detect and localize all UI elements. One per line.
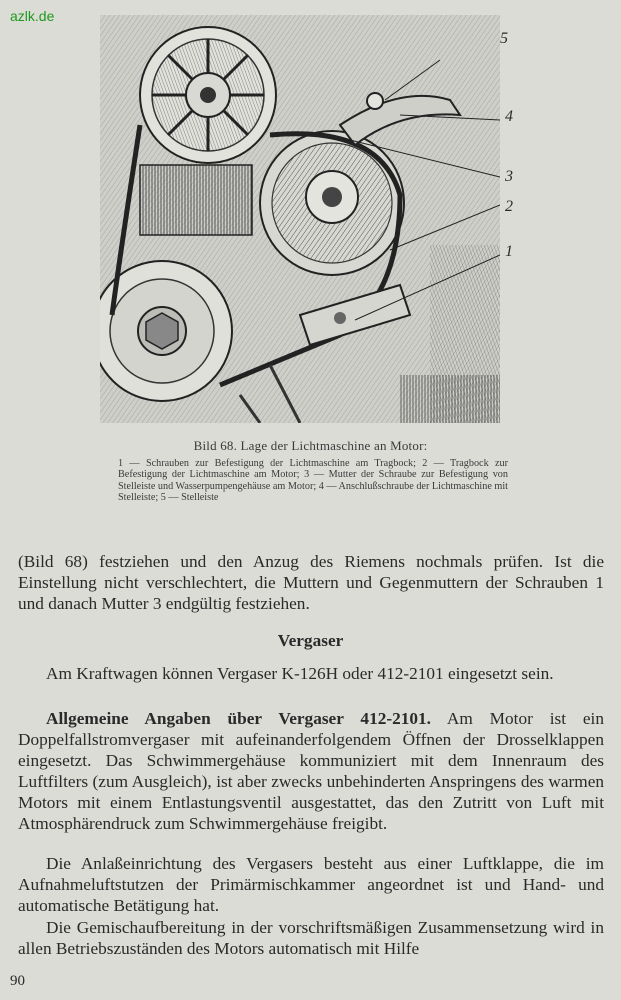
paragraph-2: Am Kraftwagen können Vergaser K-126H oder 412-2101 eingesetzt sein. bbox=[46, 664, 554, 683]
callout-2: 2 bbox=[505, 198, 513, 215]
paragraph-3 bbox=[18, 708, 604, 834]
callout-5: 5 bbox=[500, 30, 508, 47]
paragraph-3-body: Am Motor ist ein Doppelfallstromvergaser mit aufeinanderfolgendem Öffnen der Drosselklappen eingesetzt. Das Schwimmergehäuse kommuniziert mit dem Innenraum des Luftfilters (zum Ausgleich), ist aber zwecks unbehinderten Anspringens des warmen Motors mit einem Entlastungsventil ausgestattet, das den Zutritt von Luft mit Atmosphärendruck zum Schwimmergehäuse freigibt. bbox=[18, 709, 604, 833]
callout-1: 1 bbox=[505, 243, 513, 260]
paragraph-1: (Bild 68) festziehen und den Anzug des Riemens nochmals prüfen. Ist die Einstellung nicht verschlechtert, die Muttern und Gegenmuttern der Schrauben 1 und danach Mutter 3 endgültig festziehen. bbox=[18, 552, 604, 613]
section-heading: Vergaser bbox=[277, 631, 344, 650]
engine-illustration bbox=[100, 15, 500, 423]
watermark: azlk.de bbox=[10, 8, 55, 24]
page-number: 90 bbox=[10, 973, 25, 989]
figure-caption-title: Bild 68. Lage der Lichtmaschine an Motor: bbox=[193, 438, 428, 453]
paragraph-4: Die Anlaßeinrichtung des Vergasers besteht aus einer Luftklappe, die im Aufnahmeluftstutzen der Primärmischkammer angeordnet ist und Hand- und automatische Betätigung hat. bbox=[18, 854, 604, 915]
paragraph-5: Die Gemischaufbereitung in der vorschriftsmäßigen Zusammensetzung wird in allen Betriebszuständen des Motors automatisch mit Hilfe bbox=[18, 918, 604, 958]
callout-3: 3 bbox=[505, 168, 513, 185]
crankshaft-pulley bbox=[100, 261, 232, 401]
fan-pulley bbox=[140, 27, 276, 163]
generator bbox=[260, 131, 404, 275]
figure-caption-legend: 1 — Schrauben zur Befestigung der Lichtmaschine am Tragbock; 2 — Tragbock zur Befestigung der Lichtmaschine am Motor; 3 — Mutter der Schraube zur Befestigung von Stelleiste und Wasserpumpengehäuse am Motor; 4 — Anschlußschraube der Lichtmaschine mit Stelleiste; 5 — Stelleiste bbox=[118, 458, 508, 504]
callout-4: 4 bbox=[505, 108, 513, 125]
paragraph-3-lead: Allgemeine Angaben über Vergaser 412-2101. bbox=[46, 709, 431, 728]
